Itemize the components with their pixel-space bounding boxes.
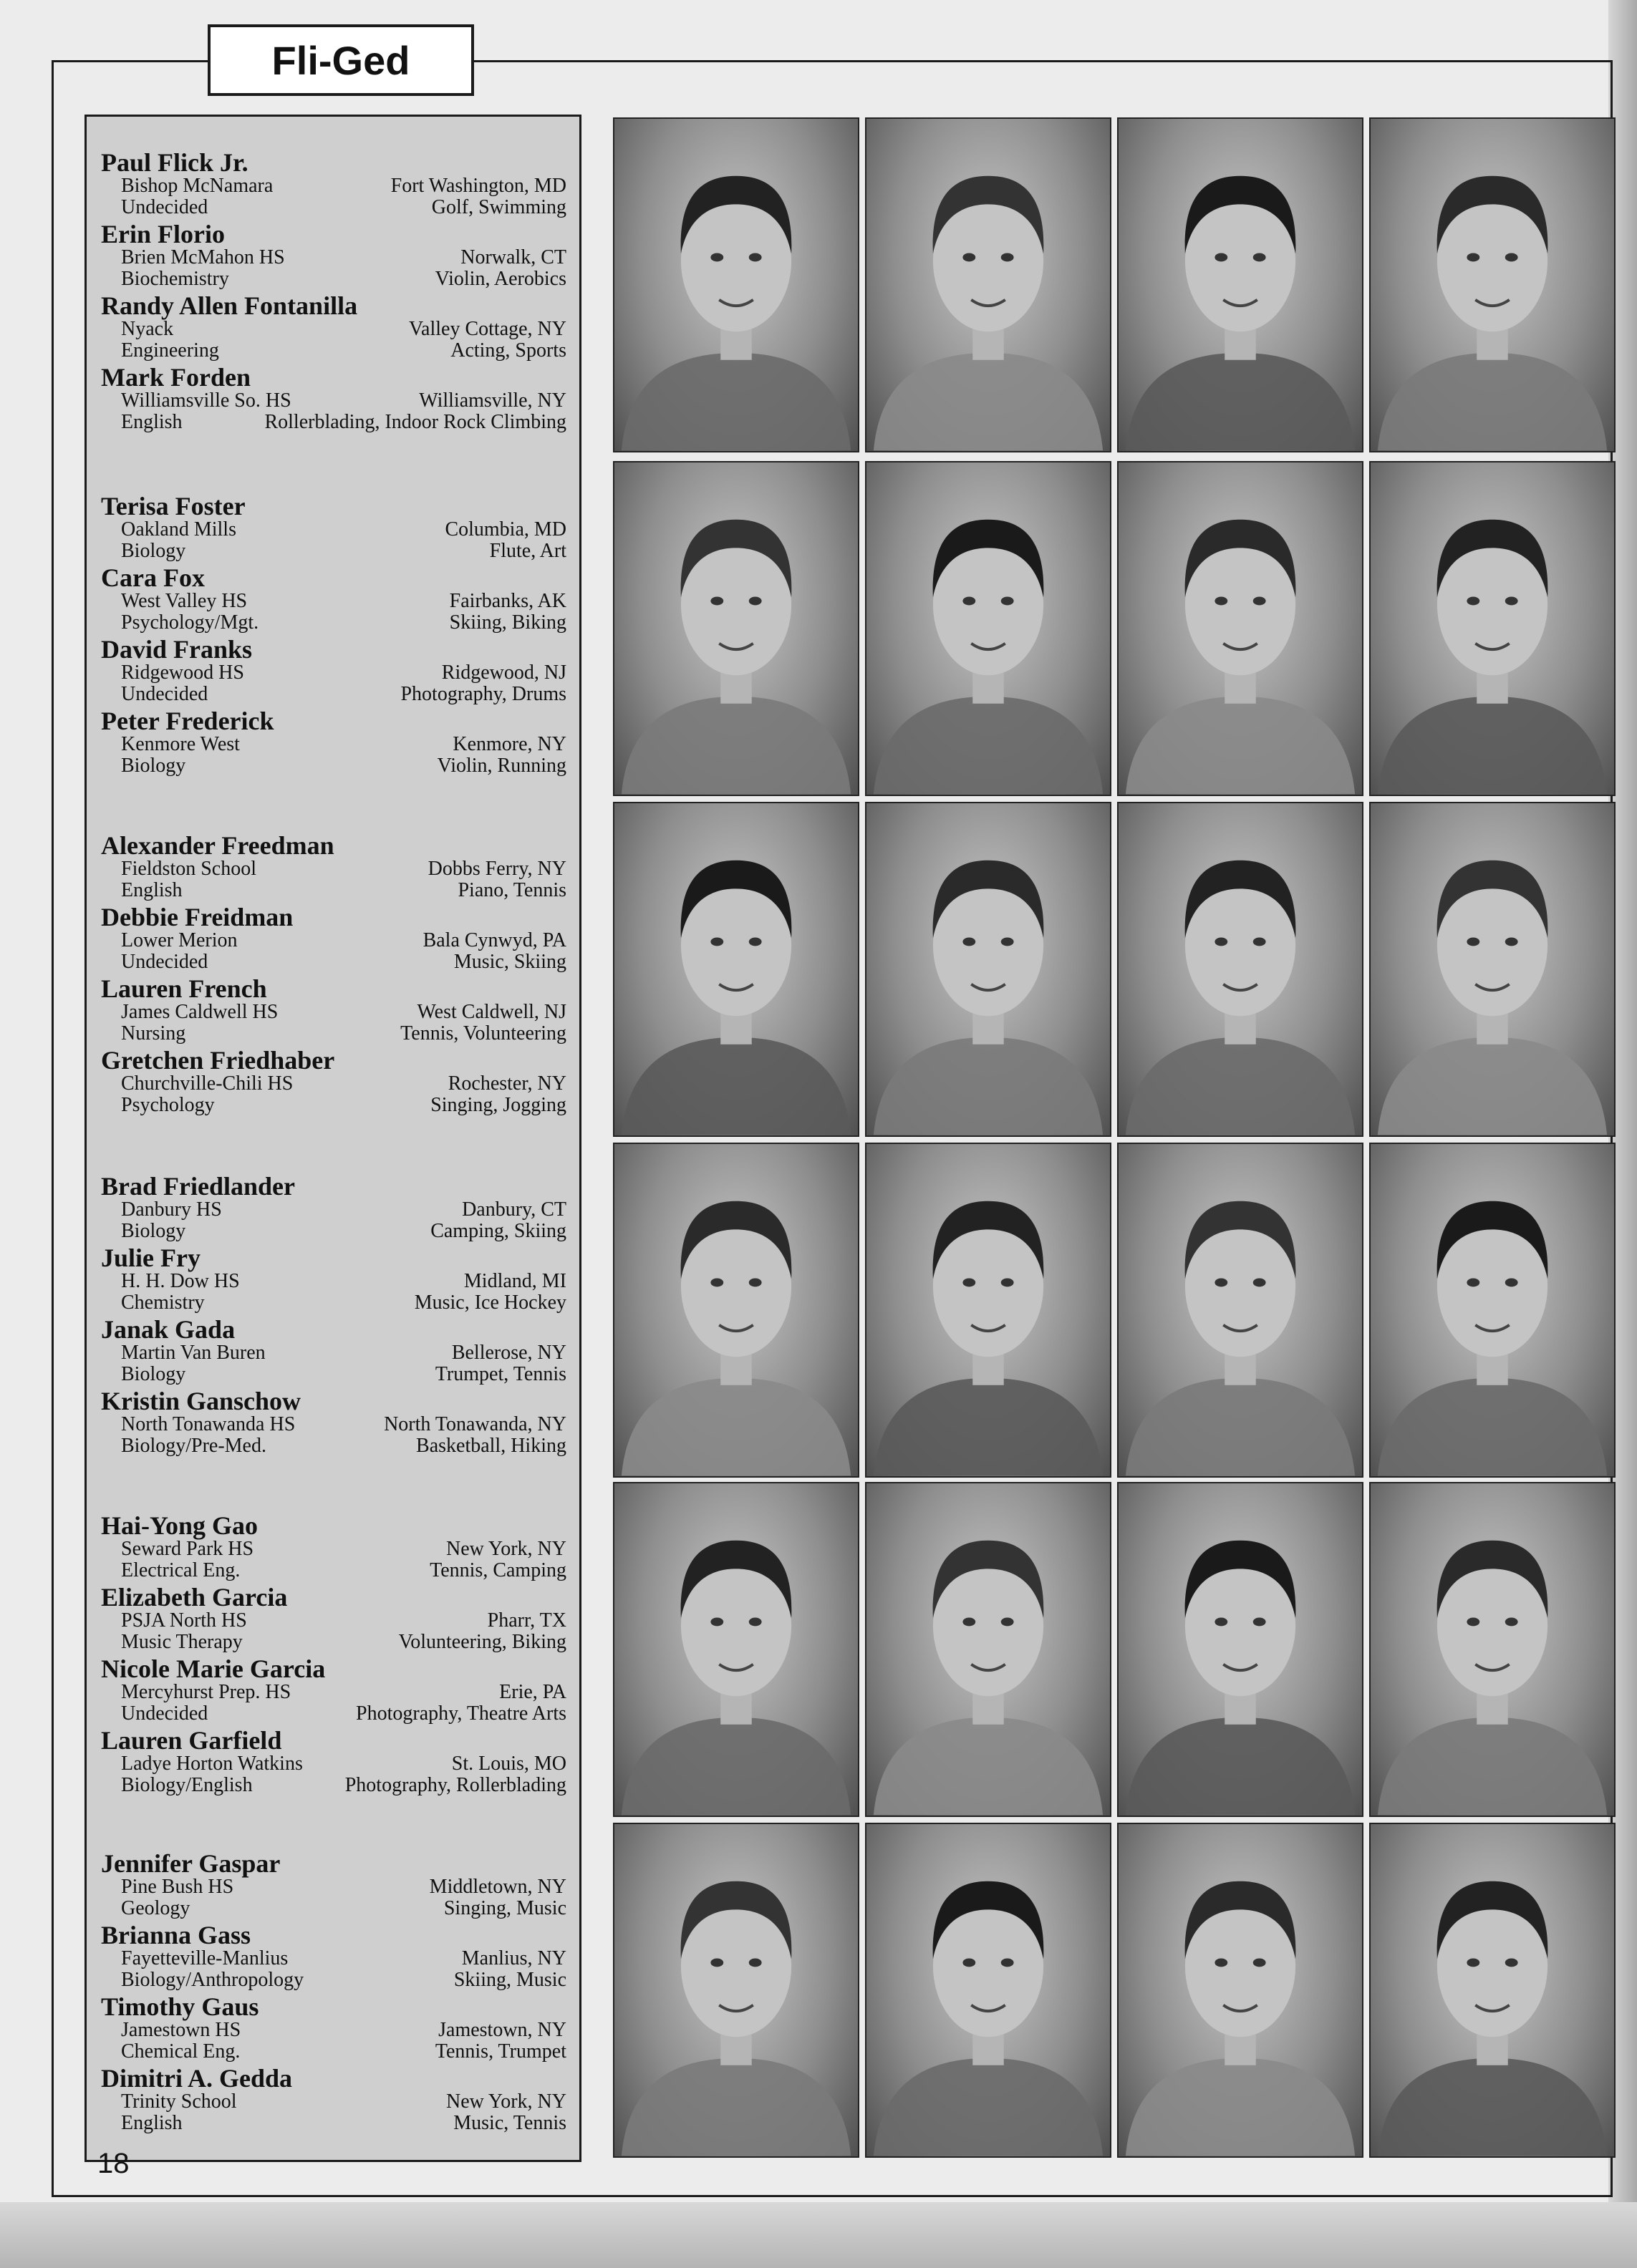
student-major: Engineering [121,339,219,362]
student-row-2 [101,755,566,777]
student-row-2 [101,1898,566,1919]
student-school: Bishop McNamara [121,175,274,197]
student-name: Elizabeth Garcia [101,1583,288,1612]
student-interests: Acting, Sports [450,339,566,362]
student-school: Lower Merion [121,929,238,951]
student-name: Dimitri A. Gedda [101,2064,292,2093]
student-interests: Piano, Tennis [458,879,566,901]
student-row-2 [101,412,566,433]
student-entry [101,364,566,436]
student-row-1 [101,1948,566,1969]
student-row-2 [101,880,566,901]
student-row-1 [101,662,566,684]
student-major: Undecided [121,951,208,973]
student-school: Churchville-Chili HS [121,1072,294,1095]
portrait-silhouette [1119,1483,1362,1816]
student-portrait [1369,1143,1616,1478]
student-row-2 [101,1775,566,1796]
student-row-1 [101,519,566,541]
student-entry [101,1173,566,1245]
student-interests: Violin, Running [437,755,566,777]
student-name: Erin Florio [101,220,225,248]
portrait-silhouette [1371,119,1614,451]
student-major: Chemistry [121,1292,205,1314]
student-portrait [613,1482,859,1817]
student-portrait [613,117,859,452]
student-row-2 [101,1969,566,1991]
student-portrait [865,1482,1111,1817]
student-hometown: Columbia, MD [445,518,566,541]
portrait-silhouette [614,462,858,795]
portrait-silhouette [866,803,1110,1135]
student-major: Biology [121,540,186,562]
student-name: Brianna Gass [101,1921,251,1949]
student-hometown: New York, NY [445,1538,566,1560]
student-interests: Tennis, Camping [430,1559,566,1581]
student-row-2 [101,1023,566,1045]
student-row-1 [101,734,566,755]
student-major: English [121,411,183,433]
student-hometown: Williamsville, NY [419,389,566,412]
student-major: Biology/English [121,1774,253,1796]
student-row-2 [101,1364,566,1385]
student-school: Nyack [121,318,174,340]
student-entry [101,976,566,1047]
student-interests: Singing, Jogging [430,1094,566,1116]
student-school: James Caldwell HS [121,1001,279,1023]
student-portrait [865,1823,1111,2158]
student-row-2 [101,1560,566,1581]
student-interests: Violin, Aerobics [435,268,566,290]
student-row-2 [101,1435,566,1457]
student-interests: Music, Ice Hockey [414,1292,566,1314]
student-portrait [865,802,1111,1137]
student-hometown: Fairbanks, AK [449,590,566,612]
student-row-1 [101,1538,566,1560]
portrait-silhouette [1119,119,1362,451]
student-portrait [1369,802,1616,1137]
portrait-silhouette [866,462,1110,795]
student-major: Biology [121,1363,186,1385]
student-entry [101,293,566,364]
student-row-1 [101,1753,566,1775]
student-row-2 [101,1221,566,1242]
student-hometown: Rochester, NY [448,1072,566,1095]
student-row-1 [101,1199,566,1221]
student-group [101,493,566,780]
student-group [101,1513,566,1799]
student-entry [101,708,566,780]
student-school: H. H. Dow HS [121,1270,240,1292]
student-row-1 [101,2020,566,2041]
portrait-silhouette [866,1483,1110,1816]
student-hometown: Bellerose, NY [451,1342,566,1364]
student-row-1 [101,1002,566,1023]
student-school: West Valley HS [121,590,248,612]
student-row-1 [101,247,566,268]
student-major: Chemical Eng. [121,2040,241,2063]
student-row-2 [101,684,566,705]
student-portrait [1117,117,1363,452]
student-entry [101,1047,566,1119]
student-group [101,833,566,1119]
student-interests: Volunteering, Biking [398,1631,566,1653]
student-portrait [1117,1823,1363,2158]
student-hometown: Norwalk, CT [460,246,566,268]
student-major: Undecided [121,683,208,705]
student-name: Julie Fry [101,1244,201,1272]
portrait-silhouette [614,1483,858,1816]
student-entry [101,1994,566,2065]
student-major: Music Therapy [121,1631,243,1653]
student-portrait [865,461,1111,796]
student-interests: Tennis, Trumpet [435,2040,566,2063]
student-hometown: West Caldwell, NJ [417,1001,566,1023]
page-title: Fli-Ged [208,24,474,96]
student-school: PSJA North HS [121,1609,247,1632]
student-major: Electrical Eng. [121,1559,241,1581]
student-portrait [1369,117,1616,452]
student-portrait [1117,802,1363,1137]
student-row-1 [101,1414,566,1435]
portrait-silhouette [614,803,858,1135]
student-interests: Golf, Swimming [431,196,566,218]
student-group [101,1173,566,1460]
student-entry [101,636,566,708]
portrait-silhouette [1371,1824,1614,2156]
student-hometown: Jamestown, NY [438,2019,566,2041]
student-portrait [613,461,859,796]
student-interests: Music, Skiing [453,951,566,973]
student-portrait [1369,1823,1616,2158]
student-name: Randy Allen Fontanilla [101,291,358,320]
student-entry [101,493,566,565]
student-hometown: Bala Cynwyd, PA [422,929,566,951]
student-major: Undecided [121,1702,208,1725]
student-row-1 [101,1610,566,1632]
student-name: Gretchen Friedhaber [101,1046,335,1075]
student-portrait [613,802,859,1137]
student-school: Trinity School [121,2090,237,2113]
student-school: Ladye Horton Watkins [121,1753,303,1775]
student-hometown: Fort Washington, MD [390,175,566,197]
student-row-1 [101,2091,566,2113]
student-name: Peter Frederick [101,707,274,735]
student-entry [101,1584,566,1656]
portrait-silhouette [1119,1824,1362,2156]
student-hometown: New York, NY [445,2090,566,2113]
student-major: Nursing [121,1022,186,1045]
portrait-silhouette [614,1144,858,1476]
student-hometown: Dobbs Ferry, NY [428,858,566,880]
student-row-2 [101,340,566,362]
portrait-silhouette [1371,1483,1614,1816]
student-entry [101,2065,566,2137]
student-major: Biochemistry [121,268,229,290]
student-portrait [1117,461,1363,796]
portrait-silhouette [866,119,1110,451]
student-school: Brien McMahon HS [121,246,285,268]
student-hometown: Valley Cottage, NY [408,318,566,340]
portrait-silhouette [1119,1144,1362,1476]
student-group [101,150,566,436]
student-entry [101,1317,566,1388]
student-entry [101,1851,566,1922]
student-row-2 [101,612,566,634]
portrait-silhouette [1119,803,1362,1135]
student-row-2 [101,268,566,290]
student-major: English [121,879,183,901]
student-school: Mercyhurst Prep. HS [121,1681,291,1703]
student-row-1 [101,1876,566,1898]
student-entry [101,1245,566,1317]
student-school: Fieldston School [121,858,257,880]
student-portrait [613,1143,859,1478]
student-name: Debbie Freidman [101,903,294,931]
student-name: Cara Fox [101,563,205,592]
student-name: David Franks [101,635,253,664]
student-interests: Tennis, Volunteering [400,1022,566,1045]
student-interests: Camping, Skiing [430,1220,566,1242]
student-group [101,1851,566,2137]
student-name: Alexander Freedman [101,831,334,860]
portrait-silhouette [614,119,858,451]
student-name: Brad Friedlander [101,1172,295,1201]
student-entry [101,1656,566,1727]
student-name: Janak Gada [101,1315,236,1344]
student-row-1 [101,390,566,412]
student-school: Oakland Mills [121,518,236,541]
student-interests: Rollerblading, Indoor Rock Climbing [264,411,566,433]
student-entry [101,221,566,293]
student-entry [101,565,566,636]
student-row-2 [101,951,566,973]
portrait-silhouette [866,1824,1110,2156]
student-interests: Basketball, Hiking [416,1435,566,1457]
portrait-silhouette [1371,803,1614,1135]
student-school: Kenmore West [121,733,240,755]
student-interests: Trumpet, Tennis [435,1363,566,1385]
student-info-panel [84,115,581,2162]
student-row-1 [101,1682,566,1703]
student-school: Martin Van Buren [121,1342,266,1364]
student-name: Terisa Foster [101,492,246,520]
portrait-silhouette [614,1824,858,2156]
student-portrait [1369,1482,1616,1817]
portrait-silhouette [1119,462,1362,795]
student-portrait [1117,1143,1363,1478]
student-major: Undecided [121,196,208,218]
student-row-2 [101,1292,566,1314]
student-row-2 [101,1632,566,1653]
student-name: Paul Flick Jr. [101,148,248,177]
student-hometown: St. Louis, MO [451,1753,566,1775]
student-row-1 [101,858,566,880]
student-row-1 [101,591,566,612]
student-row-1 [101,1271,566,1292]
student-entry [101,1388,566,1460]
student-entry [101,833,566,904]
student-major: Psychology/Mgt. [121,611,259,634]
student-entry [101,904,566,976]
student-row-2 [101,2041,566,2063]
student-interests: Photography, Drums [400,683,566,705]
student-major: Biology/Anthropology [121,1969,304,1991]
student-major: Biology [121,755,186,777]
student-school: Fayetteville-Manlius [121,1947,289,1969]
portrait-silhouette [866,1144,1110,1476]
student-school: Seward Park HS [121,1538,254,1560]
student-row-2 [101,197,566,218]
student-hometown: Middletown, NY [429,1876,566,1898]
student-major: Biology [121,1220,186,1242]
student-interests: Singing, Music [443,1897,566,1919]
student-row-1 [101,1073,566,1095]
student-portrait [865,117,1111,452]
student-portrait [1117,1482,1363,1817]
student-entry [101,1513,566,1584]
student-hometown: Midland, MI [463,1270,566,1292]
student-interests: Music, Tennis [453,2112,566,2134]
student-school: Ridgewood HS [121,662,244,684]
student-hometown: Danbury, CT [462,1198,566,1221]
student-school: Danbury HS [121,1198,222,1221]
portrait-silhouette [1371,462,1614,795]
student-row-2 [101,1703,566,1725]
student-name: Jennifer Gaspar [101,1849,281,1878]
student-interests: Photography, Rollerblading [344,1774,566,1796]
student-name: Mark Forden [101,363,251,392]
student-name: Nicole Marie Garcia [101,1654,326,1683]
student-major: Geology [121,1897,190,1919]
student-name: Kristin Ganschow [101,1387,301,1415]
student-hometown: North Tonawanda, NY [384,1413,566,1435]
student-hometown: Erie, PA [499,1681,566,1703]
student-entry [101,1727,566,1799]
student-hometown: Ridgewood, NJ [441,662,566,684]
student-name: Lauren French [101,974,267,1003]
student-row-2 [101,2113,566,2134]
student-major: Biology/Pre-Med. [121,1435,266,1457]
student-name: Hai-Yong Gao [101,1511,259,1540]
student-interests: Skiing, Music [453,1969,566,1991]
student-row-2 [101,541,566,562]
student-school: Jamestown HS [121,2019,241,2041]
student-entry [101,1922,566,1994]
student-major: English [121,2112,183,2134]
student-row-1 [101,319,566,340]
student-row-2 [101,1095,566,1116]
student-name: Lauren Garfield [101,1726,282,1755]
student-school: Williamsville So. HS [121,389,291,412]
student-interests: Skiing, Biking [449,611,566,634]
student-hometown: Pharr, TX [487,1609,566,1632]
page-edge-bottom [0,2202,1637,2268]
student-row-1 [101,930,566,951]
student-row-1 [101,175,566,197]
student-portrait [1369,461,1616,796]
student-portrait [865,1143,1111,1478]
student-row-1 [101,1342,566,1364]
page-number: 18 [97,2148,130,2179]
student-name: Timothy Gaus [101,1992,259,2021]
student-portrait [613,1823,859,2158]
student-school: North Tonawanda HS [121,1413,296,1435]
student-major: Psychology [121,1094,215,1116]
student-interests: Flute, Art [489,540,566,562]
student-school: Pine Bush HS [121,1876,234,1898]
student-interests: Photography, Theatre Arts [356,1702,566,1725]
student-entry [101,150,566,221]
student-hometown: Manlius, NY [461,1947,566,1969]
student-hometown: Kenmore, NY [453,733,566,755]
portrait-silhouette [1371,1144,1614,1476]
